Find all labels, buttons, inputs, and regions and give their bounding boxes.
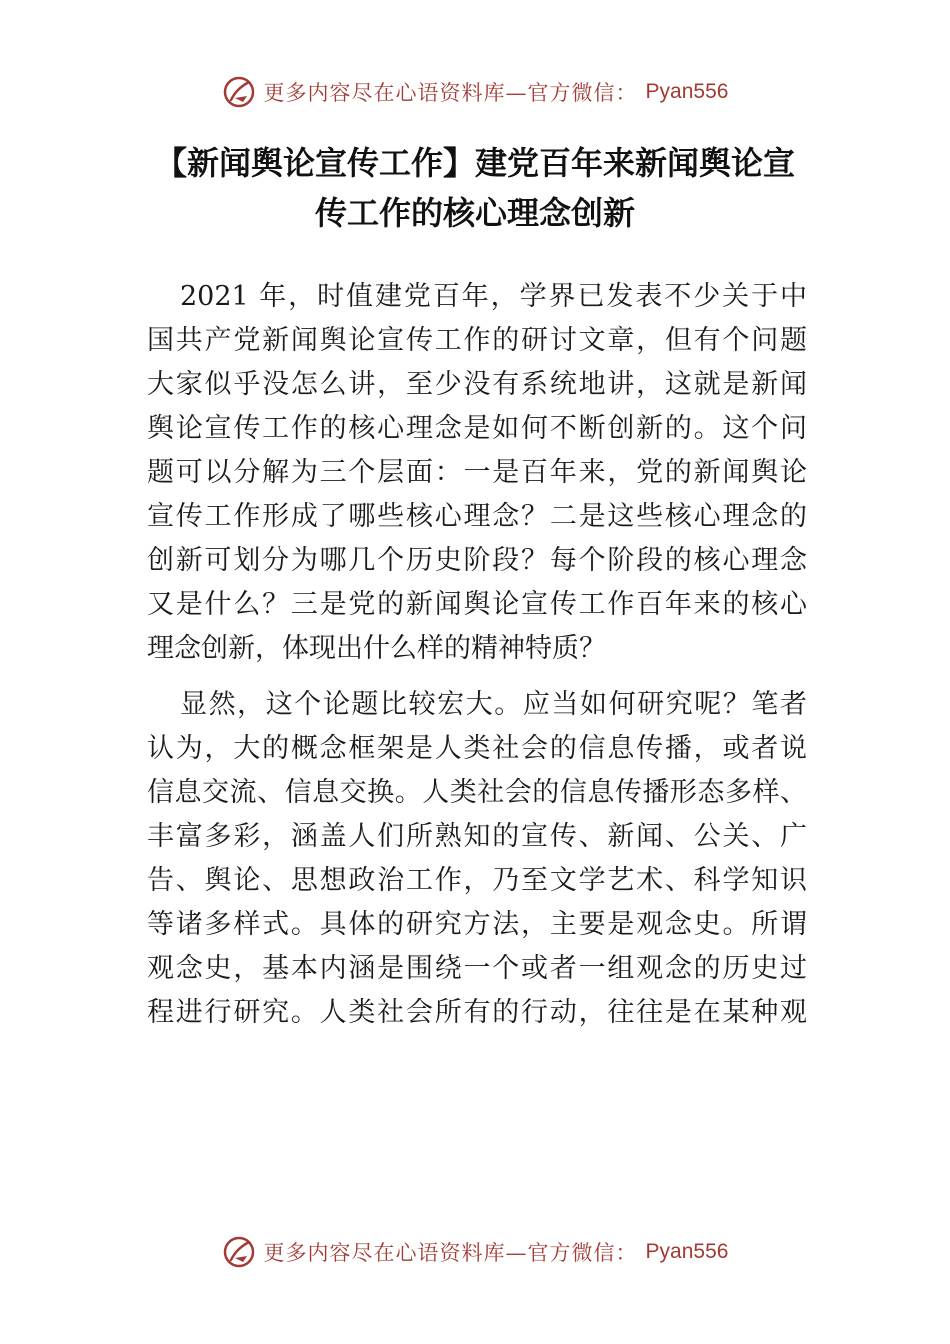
text-line: 信息交流、信息交换。人类社会的信息传播形态多样、 (147, 777, 807, 808)
paragraph-1 (147, 275, 807, 671)
document-body (147, 275, 807, 1047)
title-line: 【新闻舆论宣传工作】建党百年来新闻舆论宣 (154, 144, 795, 182)
footer-text: 更多内容尽在心语资料库—官方微信： (263, 1241, 638, 1265)
text-line: 又是什么？三是党的新闻舆论宣传工作百年来的核心 (147, 589, 807, 620)
text-line: 大家似乎没怎么讲，至少没有系统地讲，这就是新闻 (147, 369, 807, 400)
text-line: 舆论宣传工作的核心理念是如何不断创新的。这个问 (147, 413, 807, 444)
paragraph-2 (147, 683, 807, 1035)
library-logo-icon (222, 75, 256, 109)
header-wechat-id: Pyan556 (645, 80, 729, 103)
text-line: 告、舆论、思想政治工作，乃至文学艺术、科学知识 (147, 865, 807, 896)
text-line: 等诸多样式。具体的研究方法，主要是观念史。所谓 (147, 909, 807, 940)
header-banner (0, 70, 950, 114)
text-line: 题可以分解为三个层面：一是百年来，党的新闻舆论 (147, 457, 807, 488)
library-logo-icon (222, 1235, 256, 1269)
text-line: 观念史，基本内涵是围绕一个或者一组观念的历史过 (147, 953, 807, 984)
text-line: 宣传工作形成了哪些核心理念？二是这些核心理念的 (147, 501, 807, 532)
footer-banner (0, 1230, 950, 1274)
text-line: 2021 年，时值建党百年，学界已发表不少关于中 (180, 281, 807, 312)
text-line: 显然，这个论题比较宏大。应当如何研究呢？笔者 (180, 689, 807, 720)
text-line: 国共产党新闻舆论宣传工作的研讨文章，但有个问题 (147, 325, 807, 356)
footer-wechat-id: Pyan556 (645, 1240, 729, 1263)
title-line: 传工作的核心理念创新 (314, 194, 635, 232)
document-title (130, 138, 820, 238)
text-line: 理念创新，体现出什么样的精神特质？ (147, 633, 606, 664)
text-line: 丰富多彩，涵盖人们所熟知的宣传、新闻、公关、广 (147, 821, 807, 852)
text-line: 程进行研究。人类社会所有的行动，往往是在某种观 (147, 997, 807, 1028)
text-line: 创新可划分为哪几个历史阶段？每个阶段的核心理念 (147, 545, 807, 576)
text-line: 认为，大的概念框架是人类社会的信息传播，或者说 (147, 733, 807, 764)
header-text: 更多内容尽在心语资料库—官方微信： (263, 81, 638, 105)
